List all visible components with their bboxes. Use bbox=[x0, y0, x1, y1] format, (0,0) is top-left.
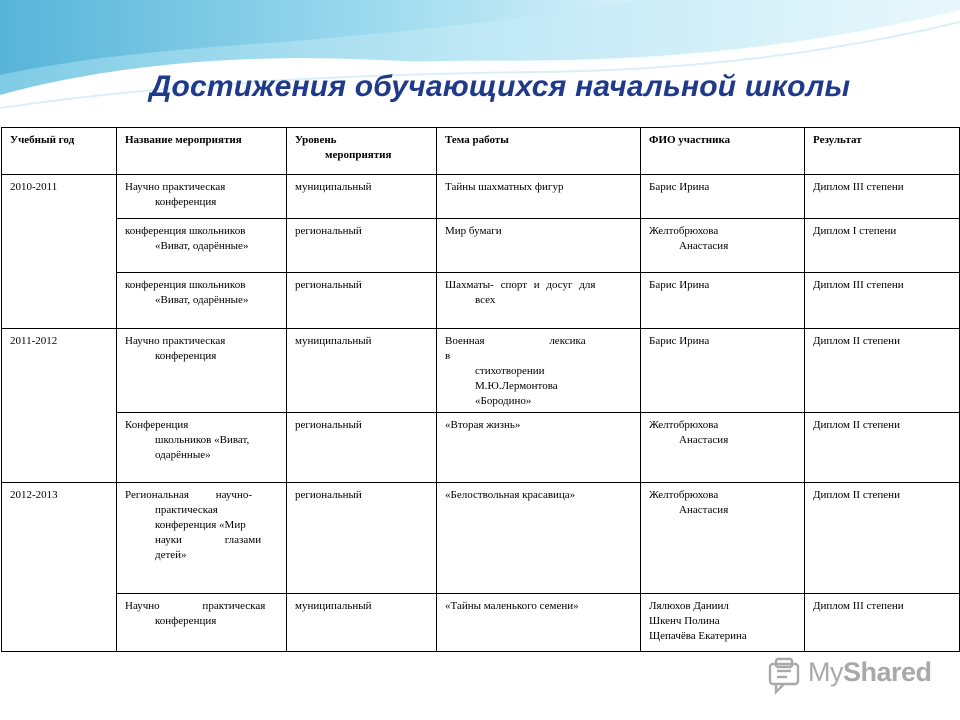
topic-cell bbox=[437, 273, 641, 329]
event-cell bbox=[117, 594, 287, 652]
event-line: одарённые» bbox=[155, 449, 211, 461]
table-row bbox=[2, 483, 960, 594]
header-result: Результат bbox=[805, 128, 960, 175]
topic-line: Шахматы- спорт и досуг для bbox=[445, 279, 596, 291]
participant-line: Желтобрюхова bbox=[649, 489, 719, 501]
participant-cell bbox=[641, 219, 805, 273]
result-cell: Диплом I степени bbox=[805, 219, 960, 273]
year-cell: 2012-2013 bbox=[2, 483, 117, 652]
topic-cell: Тайны шахматных фигур bbox=[437, 175, 641, 219]
result-cell: Диплом III степени bbox=[805, 175, 960, 219]
event-line: конференция bbox=[155, 196, 217, 208]
event-line: Конференция bbox=[125, 419, 189, 431]
event-line: Научно практическая bbox=[125, 335, 226, 347]
table-row bbox=[2, 219, 960, 273]
participant-line: Желтобрюхова bbox=[649, 225, 719, 237]
topic-line: Военная лексика в bbox=[445, 335, 586, 362]
watermark-brand-light: My bbox=[808, 657, 843, 687]
participant-line: Анастасия bbox=[679, 240, 729, 252]
topic-cell bbox=[437, 329, 641, 413]
participant-cell bbox=[641, 594, 805, 652]
event-line: школьников «Виват, bbox=[155, 434, 250, 446]
result-cell: Диплом II степени bbox=[805, 329, 960, 413]
event-line: конференция школьников bbox=[125, 279, 246, 291]
topic-cell: «Вторая жизнь» bbox=[437, 413, 641, 483]
header-event: Название мероприятия bbox=[117, 128, 287, 175]
header-level-line2: мероприятия bbox=[325, 149, 392, 161]
topic-cell: «Белоствольная красавица» bbox=[437, 483, 641, 594]
header-name: ФИО участника bbox=[641, 128, 805, 175]
table-header-row bbox=[2, 128, 960, 175]
header-level bbox=[287, 128, 437, 175]
event-cell bbox=[117, 483, 287, 594]
participant-line: Анастасия bbox=[679, 434, 729, 446]
level-cell: региональный bbox=[287, 273, 437, 329]
year-cell: 2010-2011 bbox=[2, 175, 117, 329]
event-cell bbox=[117, 329, 287, 413]
participant-line: Анастасия bbox=[679, 504, 729, 516]
event-line: конференция школьников bbox=[125, 225, 246, 237]
event-line: науки глазами bbox=[155, 534, 262, 546]
table-row bbox=[2, 273, 960, 329]
event-line: конференция bbox=[155, 350, 217, 362]
participant-line: Лялюхов Даниил bbox=[649, 600, 729, 612]
participant-line: Щепачёва Екатерина bbox=[649, 630, 747, 642]
event-cell bbox=[117, 413, 287, 483]
header-topic: Тема работы bbox=[437, 128, 641, 175]
result-cell: Диплом III степени bbox=[805, 594, 960, 652]
participant-cell bbox=[641, 413, 805, 483]
table-row bbox=[2, 594, 960, 652]
event-line: конференция «Мир bbox=[155, 519, 246, 531]
header-level-line1: Уровень bbox=[295, 134, 337, 146]
participant-line: Шкенч Полина bbox=[649, 615, 720, 627]
event-cell bbox=[117, 273, 287, 329]
level-cell: региональный bbox=[287, 483, 437, 594]
event-line: Региональная научно- bbox=[125, 489, 252, 501]
achievements-table bbox=[1, 127, 960, 652]
event-line: Научно практическая bbox=[125, 181, 226, 193]
topic-line: стихотворении bbox=[475, 365, 545, 377]
participant-cell bbox=[641, 483, 805, 594]
topic-line: М.Ю.Лермонтова bbox=[475, 380, 558, 392]
participant-cell: Барис Ирина bbox=[641, 273, 805, 329]
level-cell: муниципальный bbox=[287, 594, 437, 652]
event-cell bbox=[117, 175, 287, 219]
header-year: Учебный год bbox=[2, 128, 117, 175]
participant-line: Желтобрюхова bbox=[649, 419, 719, 431]
participant-cell: Барис Ирина bbox=[641, 175, 805, 219]
event-line: практическая bbox=[155, 504, 218, 516]
watermark-brand-bold: Shared bbox=[843, 657, 932, 687]
slide-title: Достижения обучающихся начальной школы bbox=[149, 70, 851, 103]
level-cell: региональный bbox=[287, 413, 437, 483]
topic-cell: Мир бумаги bbox=[437, 219, 641, 273]
participant-cell: Барис Ирина bbox=[641, 329, 805, 413]
result-cell: Диплом II степени bbox=[805, 483, 960, 594]
event-line: Научно практическая bbox=[125, 600, 266, 612]
watermark-brand bbox=[808, 657, 932, 688]
table-row bbox=[2, 175, 960, 219]
table-row bbox=[2, 329, 960, 413]
result-cell: Диплом III степени bbox=[805, 273, 960, 329]
topic-line: «Бородино» bbox=[475, 395, 532, 407]
year-cell: 2011-2012 bbox=[2, 329, 117, 483]
event-line: «Виват, одарённые» bbox=[155, 294, 249, 306]
event-cell bbox=[117, 219, 287, 273]
event-line: детей» bbox=[155, 549, 187, 561]
topic-line: всех bbox=[475, 294, 496, 306]
level-cell: муниципальный bbox=[287, 329, 437, 413]
table-row bbox=[2, 413, 960, 483]
topic-cell: «Тайны маленького семени» bbox=[437, 594, 641, 652]
event-line: «Виват, одарённые» bbox=[155, 240, 249, 252]
result-cell: Диплом II степени bbox=[805, 413, 960, 483]
level-cell: муниципальный bbox=[287, 175, 437, 219]
level-cell: региональный bbox=[287, 219, 437, 273]
event-line: конференция bbox=[155, 615, 217, 627]
